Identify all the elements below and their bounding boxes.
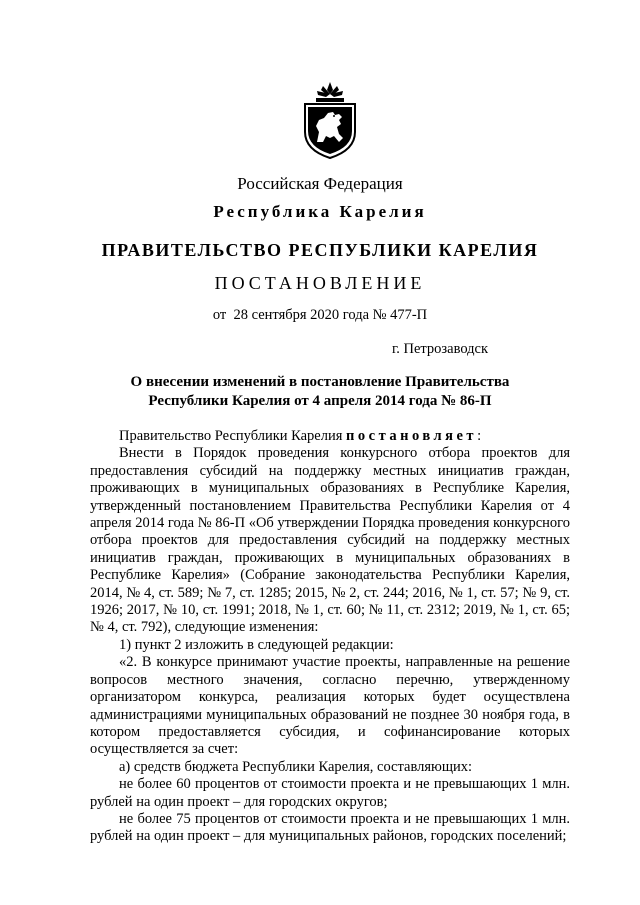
- document-body: [90, 428, 570, 846]
- title-line-2: Республики Карелия от 4 апреля 2014 года № 86-П: [148, 393, 492, 409]
- paragraph-municipal-districts: не более 75 процентов от стоимости проекта и не превышающих 1 млн. рублей на один проект – для муниципальных районов, городских поселений;: [90, 810, 570, 845]
- document-type: ПОСТАНОВЛЕНИЕ: [214, 273, 426, 293]
- paragraph-clause-2: «2. В конкурсе принимают участие проекты, направленные на решение вопросов местного значения, согласно перечню, утвержденному организатором конкурса, реализация которых будет осуществлена администрациями муниципальных образований не позднее 30 ноября года, в котором предоставляется субсидия, и софинансирование которых осуществляется за счет:: [90, 654, 570, 758]
- country-name: Российская Федерация: [237, 174, 403, 193]
- title-line-1: О внесении изменений в постановление Правительства: [130, 374, 510, 390]
- resolves-prefix: Правительство Республики Карелия: [119, 428, 347, 444]
- document-date-number: от 28 сентября 2020 года № 477-П: [212, 307, 428, 323]
- document-city: г. Петрозаводск: [391, 341, 489, 357]
- paragraph-urban-districts: не более 60 процентов от стоимости проекта и не превышающих 1 млн. рублей на один проект – для городских округов;: [90, 776, 570, 810]
- paragraph-amendment-intro: Внести в Порядок проведения конкурсного отбора проектов для предоставления субсидий на поддержку местных инициатив граждан, проживающих в муниципальных образованиях в Республике Карелия, утвержденный постановлением Правительства Республики Карелия от 4 апреля 2014 года № 86-П «Об утверждении Порядка проведения конкурсного отбора проектов для предоставления субсидий на поддержку местных инициатив граждан, проживающих в муниципальных образованиях в Республике Карелия» (Собрание законодательства Республики Карелия, 2014, № 4, ст. 589; № 7, ст. 1285; 2015, № 2, ст. 244; 2016, № 1, ст. 57; № 9, ст. 1926; 2017, № 10, ст. 1991; 2018, № 1, ст. 60; № 11, ст. 2312; 2019, № 1, ст. 65; № 4, ст. 792), следующие изменения:: [90, 445, 570, 636]
- resolves-keyword: постановляет: [346, 428, 478, 444]
- document-title: [0, 373, 640, 411]
- paragraph-subclause-a: а) средств бюджета Республики Карелия, составляющих:: [119, 758, 473, 775]
- paragraph-item-1: 1) пункт 2 изложить в следующей редакции:: [119, 636, 394, 653]
- republic-name: Республика Карелия: [213, 202, 427, 221]
- paragraph-resolves: [90, 428, 570, 445]
- government-name: ПРАВИТЕЛЬСТВО РЕСПУБЛИКИ КАРЕЛИЯ: [101, 240, 539, 260]
- coat-of-arms-icon: [299, 80, 361, 160]
- resolves-suffix: :: [477, 428, 482, 444]
